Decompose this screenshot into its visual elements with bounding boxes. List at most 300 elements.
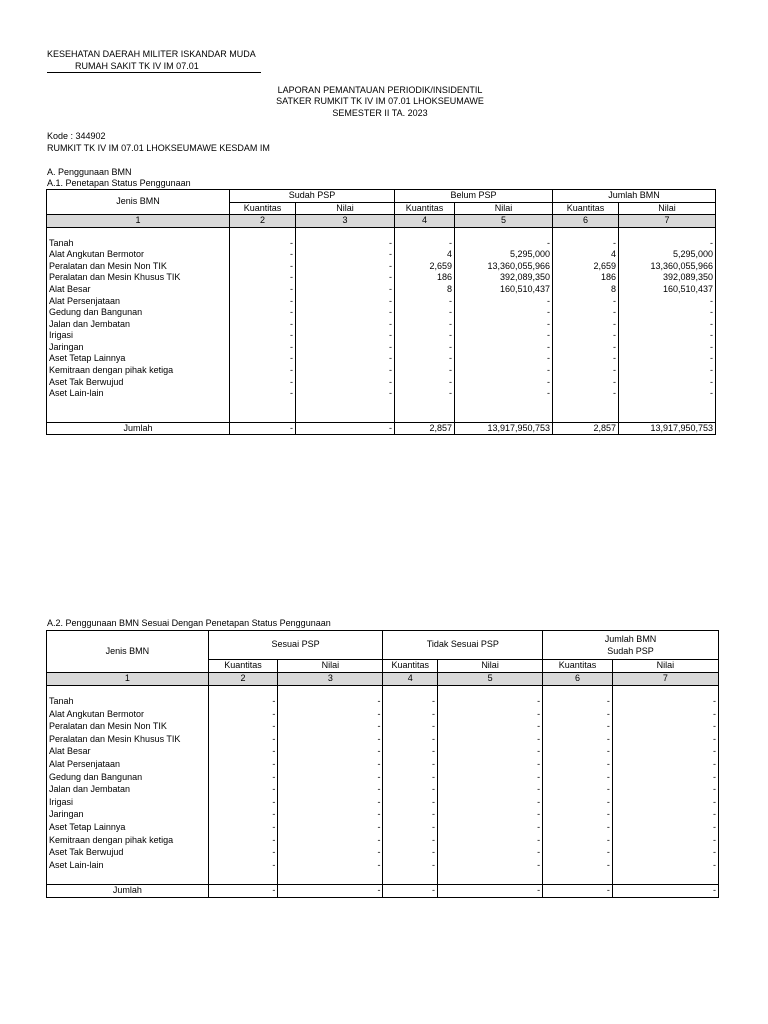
row-value: - [543,771,613,784]
report-semester: SEMESTER II TA. 2023 [332,108,428,118]
row-value: 2,659 [395,261,455,273]
row-value: 5,295,000 [619,249,716,261]
table-row [47,784,719,797]
row-value: - [383,834,438,847]
report-satker: SATKER RUMKIT TK IV IM 07.01 LHOKSEUMAWE [276,96,484,106]
row-value: - [612,859,718,872]
spacer-cell [47,685,209,696]
row-label: Aset Tetap Lainnya [47,821,209,834]
row-value: - [395,295,455,307]
table-row [47,319,716,331]
row-value: - [455,238,553,250]
table-row [47,272,716,284]
table-row [47,809,719,822]
total-value: - [230,422,296,435]
group-belum-psp: Belum PSP [395,190,553,203]
row-value: - [296,365,395,377]
col-number: 6 [553,215,619,228]
row-value: - [208,859,278,872]
row-value: - [296,342,395,354]
row-value: - [278,708,383,721]
col-number: 4 [395,215,455,228]
row-value: - [296,388,395,400]
row-value: - [438,771,543,784]
group3-line1: Jumlah BMN [604,634,657,644]
row-value: - [208,821,278,834]
col-number: 3 [296,215,395,228]
row-value: - [278,784,383,797]
row-value: - [208,771,278,784]
row-value: - [383,847,438,860]
table-row [47,353,716,365]
total-value: - [296,422,395,435]
spacer-cell [438,685,543,696]
table-row [47,821,719,834]
col-jenis-bmn: Jenis BMN [47,190,230,215]
row-value: - [395,377,455,389]
row-label: Alat Besar [47,284,230,296]
row-value: - [296,330,395,342]
total-value: - [383,884,438,897]
row-label: Peralatan dan Mesin Khusus TIK [47,272,230,284]
row-value: - [438,834,543,847]
row-value: - [455,353,553,365]
col-jenis-bmn: Jenis BMN [47,631,209,673]
col-nilai: Nilai [455,202,553,215]
group-tidak-sesuai-psp: Tidak Sesuai PSP [383,631,543,660]
satker-label: RUMKIT TK IV IM 07.01 LHOKSEUMAWE KESDAM IM [47,143,270,153]
row-value: - [543,721,613,734]
row-value: - [612,821,718,834]
table-row [47,238,716,250]
table-row [47,721,719,734]
row-value: - [383,696,438,709]
row-value: - [208,784,278,797]
row-value: - [619,342,716,354]
row-value: - [296,377,395,389]
section-a1-title: A.1. Penetapan Status Penggunaan [47,178,191,188]
section-a2-title: A.2. Penggunaan BMN Sesuai Dengan Penetapan Status Penggunaan [47,618,331,628]
row-label: Aset Tetap Lainnya [47,353,230,365]
row-value: - [619,307,716,319]
row-value: - [619,319,716,331]
row-value: - [278,834,383,847]
total-value: - [438,884,543,897]
col-number: 4 [383,673,438,686]
row-label: Jaringan [47,342,230,354]
row-value: - [455,307,553,319]
row-value: - [230,238,296,250]
spacer-cell [230,227,296,238]
spacer-cell [543,872,613,885]
total-row [47,884,719,897]
row-value: - [395,238,455,250]
spacer-row [47,400,716,423]
row-value: - [438,696,543,709]
row-value: 5,295,000 [455,249,553,261]
row-value: - [553,238,619,250]
total-value: - [208,884,278,897]
row-value: - [612,746,718,759]
row-value: - [612,733,718,746]
col-number: 2 [230,215,296,228]
row-value: - [543,696,613,709]
group-sesuai-psp: Sesuai PSP [208,631,383,660]
table-row [47,377,716,389]
row-label: Alat Persenjataan [47,295,230,307]
row-value: 13,360,055,966 [455,261,553,273]
row-value: - [543,733,613,746]
spacer-cell [208,872,278,885]
row-label: Peralatan dan Mesin Khusus TIK [47,733,209,746]
row-value: - [553,342,619,354]
spacer-cell [612,685,718,696]
row-value: - [296,295,395,307]
row-value: - [208,847,278,860]
table-row [47,847,719,860]
row-value: - [208,796,278,809]
row-value: - [230,330,296,342]
col-kuantitas: Kuantitas [208,660,278,673]
row-value: - [208,758,278,771]
spacer-cell [455,227,553,238]
row-value: - [612,847,718,860]
row-value: - [612,834,718,847]
row-value: - [553,307,619,319]
row-value: - [278,758,383,771]
row-label: Aset Lain-lain [47,388,230,400]
table-row [47,696,719,709]
row-value: 392,089,350 [455,272,553,284]
row-value: - [455,319,553,331]
row-value: - [278,859,383,872]
row-value: - [612,809,718,822]
row-label: Aset Lain-lain [47,859,209,872]
row-value: - [619,330,716,342]
row-value: - [612,771,718,784]
total-row [47,422,716,435]
row-value: - [619,388,716,400]
row-label: Peralatan dan Mesin Non TIK [47,721,209,734]
row-value: - [383,821,438,834]
row-value: - [383,746,438,759]
spacer-cell [296,227,395,238]
row-value: - [395,353,455,365]
row-value: - [296,284,395,296]
row-value: - [543,784,613,797]
row-value: 160,510,437 [619,284,716,296]
row-value: - [619,238,716,250]
row-value: - [612,721,718,734]
row-value: - [278,771,383,784]
row-label: Peralatan dan Mesin Non TIK [47,261,230,273]
total-value: 13,917,950,753 [455,422,553,435]
row-value: - [543,758,613,771]
table-row [47,365,716,377]
row-value: - [553,319,619,331]
row-value: - [278,746,383,759]
row-value: - [278,796,383,809]
row-value: - [278,733,383,746]
row-value: - [296,249,395,261]
col-number: 3 [278,673,383,686]
col-kuantitas: Kuantitas [230,202,296,215]
row-value: - [395,307,455,319]
table-row [47,295,716,307]
row-value: - [383,721,438,734]
total-value: 2,857 [395,422,455,435]
row-label: Alat Angkutan Bermotor [47,249,230,261]
row-value: - [553,377,619,389]
row-value: - [230,295,296,307]
row-value: - [438,796,543,809]
row-value: - [543,834,613,847]
row-value: - [383,758,438,771]
col-kuantitas: Kuantitas [395,202,455,215]
row-value: - [553,353,619,365]
row-value: - [208,809,278,822]
row-value: - [383,784,438,797]
row-value: - [553,295,619,307]
col-nilai: Nilai [438,660,543,673]
row-value: - [230,284,296,296]
row-value: 160,510,437 [455,284,553,296]
col-number: 6 [543,673,613,686]
row-value: - [278,809,383,822]
spacer-cell [383,872,438,885]
col-nilai: Nilai [619,202,716,215]
row-value: - [612,796,718,809]
row-value: - [543,796,613,809]
row-value: 8 [553,284,619,296]
org-name: KESEHATAN DAERAH MILITER ISKANDAR MUDA [47,49,256,59]
row-value: - [208,721,278,734]
row-value: - [230,377,296,389]
col-number: 5 [455,215,553,228]
row-label: Alat Angkutan Bermotor [47,708,209,721]
spacer-cell [553,227,619,238]
row-value: - [230,249,296,261]
spacer-cell [278,685,383,696]
row-value: - [612,696,718,709]
row-value: - [230,353,296,365]
spacer-cell [230,400,296,423]
total-value: 2,857 [553,422,619,435]
row-value: - [296,319,395,331]
row-value: 4 [395,249,455,261]
row-label: Alat Persenjataan [47,758,209,771]
spacer-row [47,685,719,696]
row-value: - [395,342,455,354]
section-a-title: A. Penggunaan BMN [47,167,132,177]
spacer-row [47,227,716,238]
spacer-cell [296,400,395,423]
row-value: - [296,272,395,284]
row-value: - [438,821,543,834]
row-label: Irigasi [47,330,230,342]
table-row [47,708,719,721]
group-jumlah-bmn: Jumlah BMN [553,190,716,203]
row-value: - [296,261,395,273]
row-label: Tanah [47,696,209,709]
spacer-cell [383,685,438,696]
row-label: Alat Besar [47,746,209,759]
row-value: - [383,796,438,809]
table-row [47,307,716,319]
table-row [47,746,719,759]
total-label: Jumlah [47,422,230,435]
row-value: 8 [395,284,455,296]
kode-label: Kode : 344902 [47,131,106,141]
row-value: - [438,721,543,734]
row-label: Tanah [47,238,230,250]
row-value: - [383,859,438,872]
row-value: 4 [553,249,619,261]
col-nilai: Nilai [612,660,718,673]
row-value: - [278,721,383,734]
row-value: - [395,365,455,377]
row-value: - [543,708,613,721]
group-jumlah-sudah-psp [543,631,719,660]
row-value: - [438,859,543,872]
spacer-cell [619,227,716,238]
row-value: - [383,809,438,822]
table-row [47,388,716,400]
row-value: - [395,330,455,342]
row-value: - [395,388,455,400]
row-label: Kemitraan dengan pihak ketiga [47,834,209,847]
row-value: - [230,388,296,400]
row-value: - [438,708,543,721]
table-row [47,330,716,342]
col-number: 7 [612,673,718,686]
row-value: - [455,377,553,389]
spacer-cell [208,685,278,696]
spacer-cell [612,872,718,885]
total-label: Jumlah [47,884,209,897]
org-unit: RUMAH SAKIT TK IV IM 07.01 [75,61,199,71]
row-value: 186 [395,272,455,284]
row-value: - [208,746,278,759]
row-label: Jalan dan Jembatan [47,784,209,797]
row-value: - [553,330,619,342]
table-row [47,834,719,847]
row-value: - [438,746,543,759]
row-value: - [553,365,619,377]
row-value: - [455,295,553,307]
spacer-cell [543,685,613,696]
row-value: - [543,821,613,834]
psp-usage-table [46,630,719,898]
spacer-row [47,872,719,885]
row-value: - [612,708,718,721]
row-label: Jaringan [47,809,209,822]
row-value: - [543,859,613,872]
table-row [47,796,719,809]
report-title: LAPORAN PEMANTAUAN PERIODIK/INSIDENTIL [277,85,483,95]
col-number: 5 [438,673,543,686]
row-value: - [208,733,278,746]
table-row [47,261,716,273]
row-label: Gedung dan Bangunan [47,307,230,319]
row-label: Gedung dan Bangunan [47,771,209,784]
spacer-cell [455,400,553,423]
group-sudah-psp: Sudah PSP [230,190,395,203]
table-row [47,284,716,296]
total-value: - [543,884,613,897]
row-value: - [230,319,296,331]
row-value: - [438,847,543,860]
row-value: - [383,733,438,746]
col-number: 1 [47,215,230,228]
spacer-cell [278,872,383,885]
row-value: - [230,307,296,319]
row-value: - [619,365,716,377]
row-value: - [543,746,613,759]
row-value: - [455,342,553,354]
table-row [47,342,716,354]
spacer-cell [395,400,455,423]
spacer-cell [438,872,543,885]
col-kuantitas: Kuantitas [553,202,619,215]
header-divider [47,72,261,73]
row-value: 13,360,055,966 [619,261,716,273]
row-value: - [612,784,718,797]
row-label: Aset Tak Berwujud [47,847,209,860]
row-value: - [438,733,543,746]
col-number: 1 [47,673,209,686]
spacer-cell [47,227,230,238]
row-label: Jalan dan Jembatan [47,319,230,331]
group3-line2: Sudah PSP [607,646,654,656]
row-value: - [230,342,296,354]
row-value: - [438,809,543,822]
row-value: - [383,771,438,784]
row-value: - [230,365,296,377]
spacer-cell [395,227,455,238]
col-kuantitas: Kuantitas [543,660,613,673]
row-value: - [553,388,619,400]
row-value: - [208,696,278,709]
row-value: - [296,238,395,250]
row-label: Aset Tak Berwujud [47,377,230,389]
row-value: - [208,708,278,721]
row-value: 186 [553,272,619,284]
row-label: Kemitraan dengan pihak ketiga [47,365,230,377]
row-value: - [619,353,716,365]
col-nilai: Nilai [296,202,395,215]
row-label: Irigasi [47,796,209,809]
table-row [47,758,719,771]
psp-status-table [46,189,716,435]
col-nilai: Nilai [278,660,383,673]
spacer-cell [47,400,230,423]
row-value: 392,089,350 [619,272,716,284]
row-value: - [612,758,718,771]
row-value: - [208,834,278,847]
row-value: - [455,365,553,377]
row-value: - [278,847,383,860]
spacer-cell [47,872,209,885]
total-value: - [278,884,383,897]
table-row [47,733,719,746]
spacer-cell [619,400,716,423]
col-number: 2 [208,673,278,686]
row-value: - [296,353,395,365]
row-value: - [395,319,455,331]
col-number: 7 [619,215,716,228]
row-value: - [455,388,553,400]
